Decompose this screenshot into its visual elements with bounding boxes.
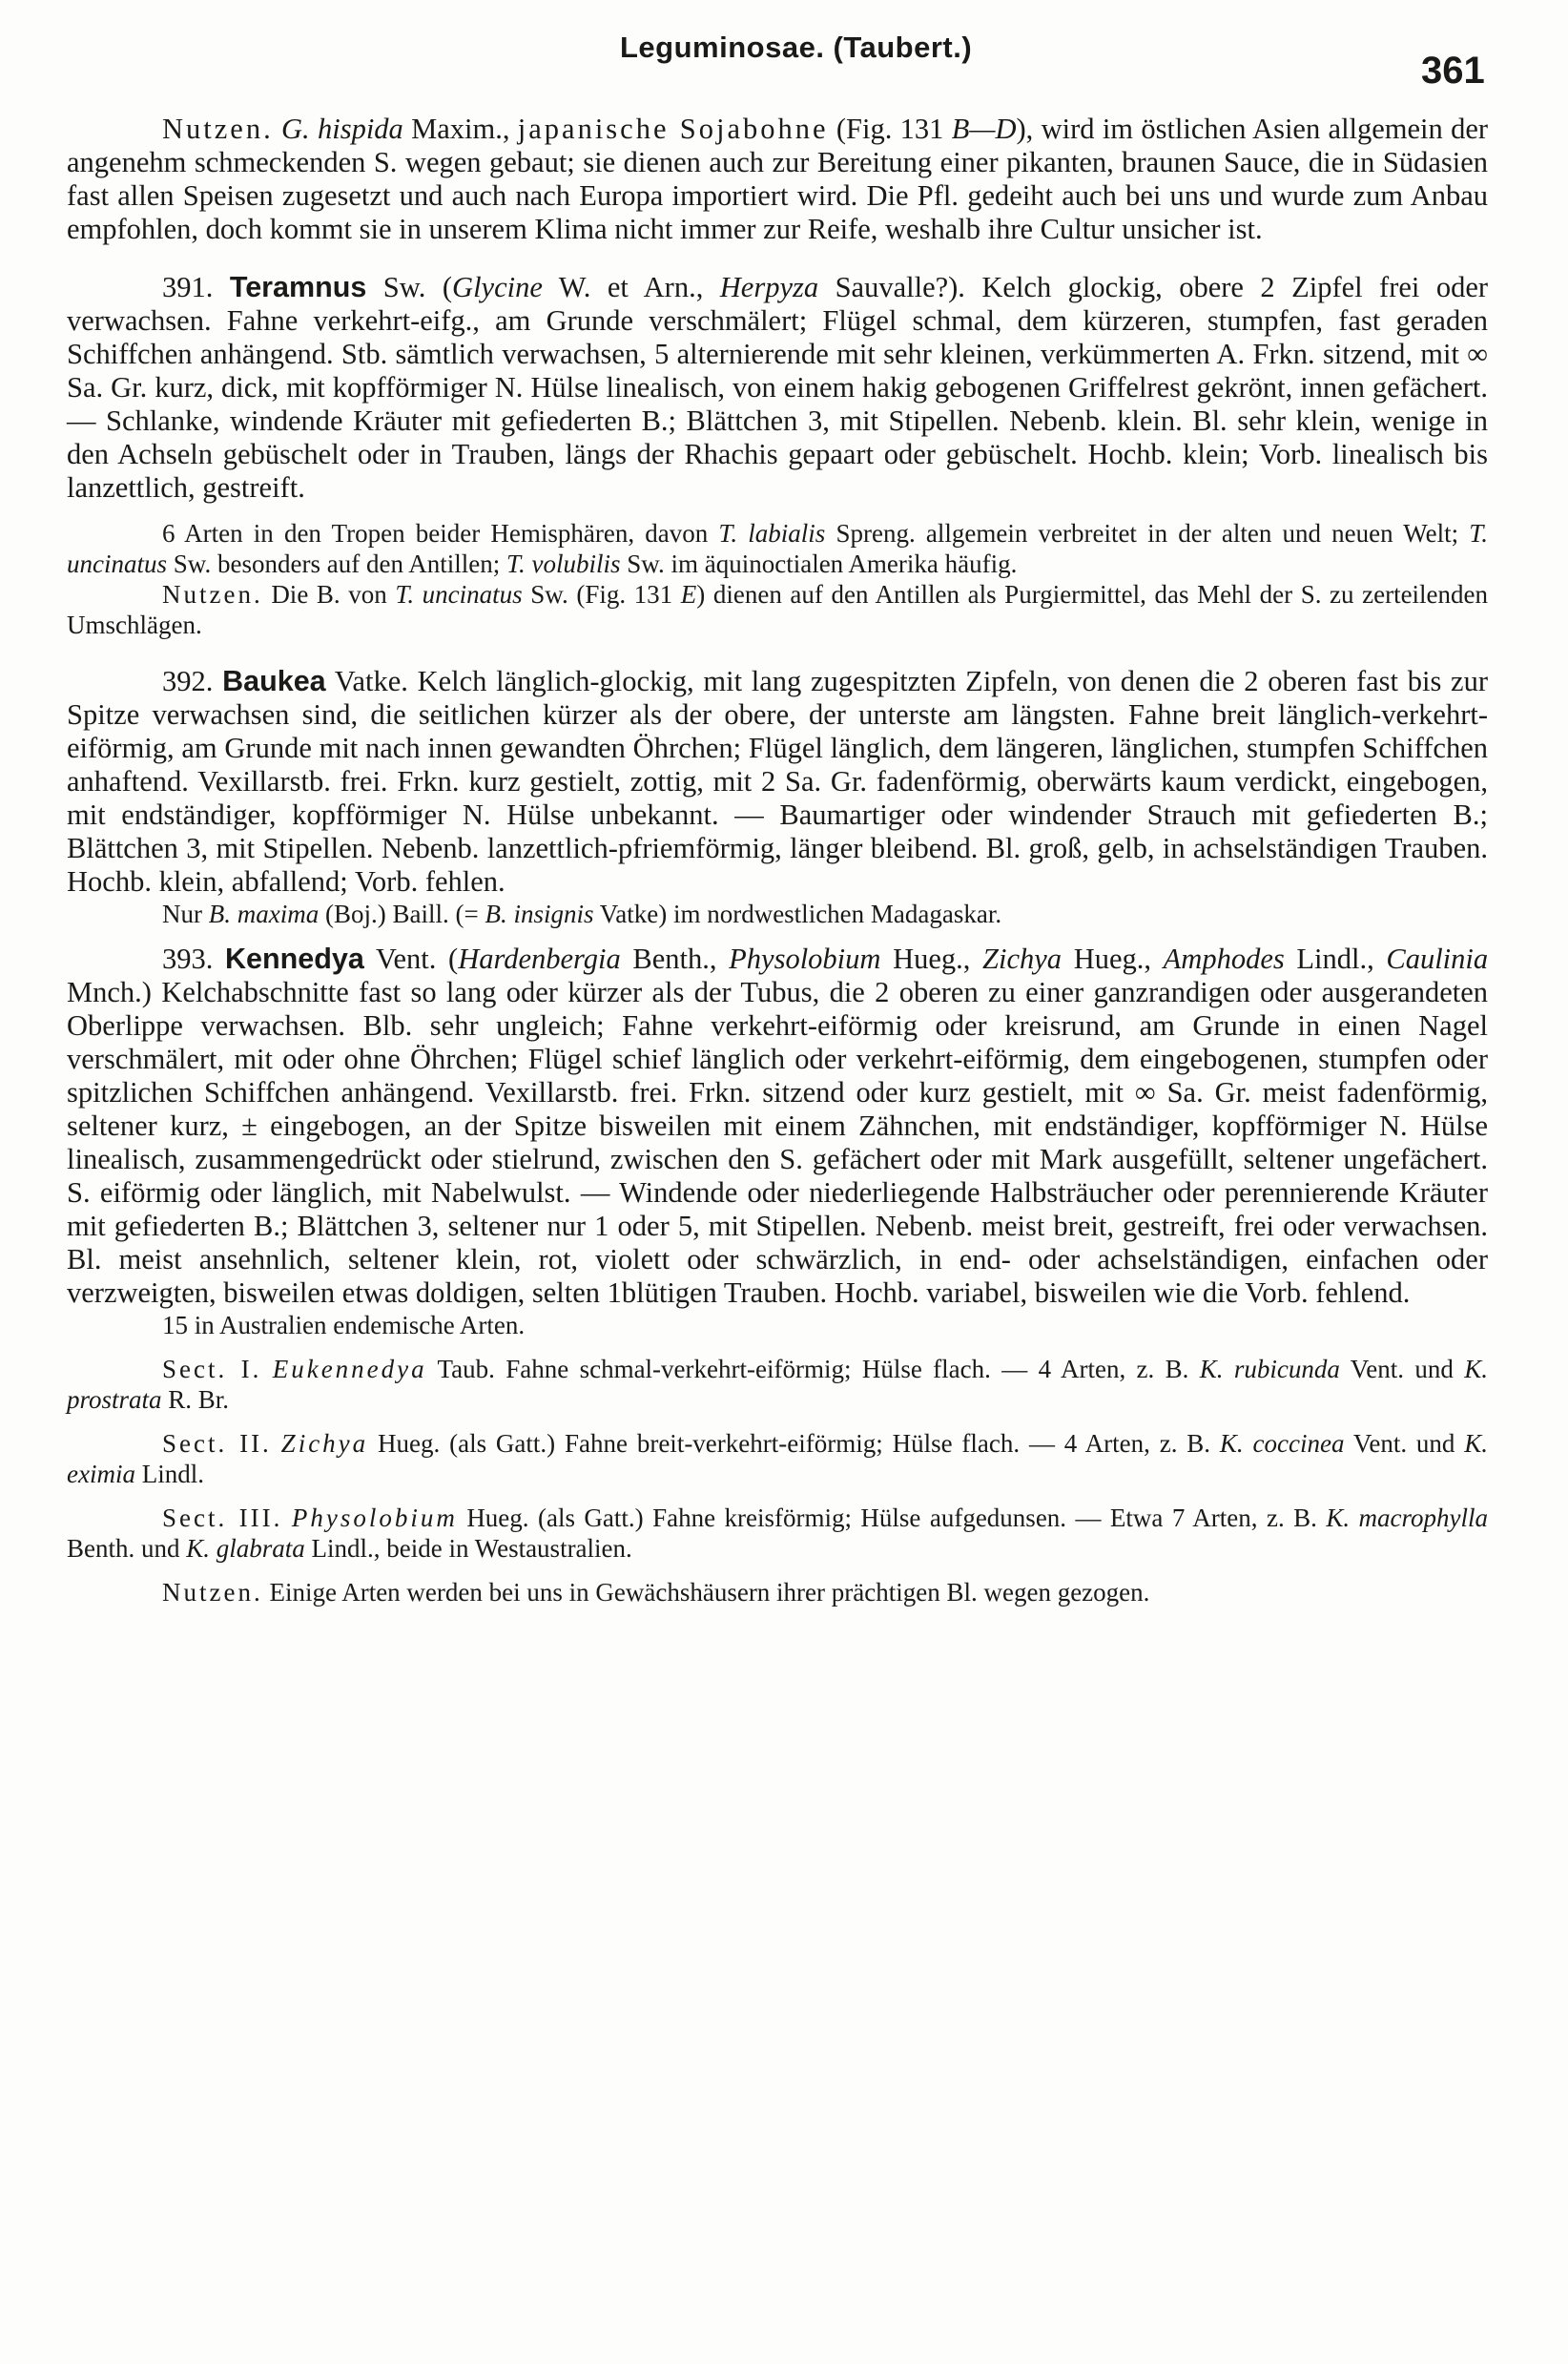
genus-authority: Vatke.: [334, 665, 408, 697]
genus-entry-teramnus: [67, 271, 1488, 505]
synonym-authority: Hueg.,: [1073, 943, 1152, 975]
section-text: Lindl., beide in Westaustralien.: [311, 1534, 632, 1563]
section-zichya: [67, 1428, 1488, 1489]
species-name: B. maxima: [208, 900, 320, 928]
synonym-authority: W. et Arn.,: [558, 271, 704, 303]
synonym-authority: Sauvalle?).: [835, 271, 965, 303]
synonym: Amphodes: [1163, 943, 1285, 975]
use-note-kennedya: [67, 1577, 1488, 1607]
synonym-authority: Mnch.): [67, 976, 152, 1008]
genus-description: Kelch länglich-glockig, mit lang zugespitzten Zipfeln, von denen die 2 oberen fast bis zur Spitze verwachsen sind, die seitlichen kürzer als der obere, der unterste am längsten. Fahne breit länglich-verkehrt-eiförmig, am Grunde mit nach innen gewandten Öhrchen; Flügel länglich, dem längeren, länglichen, stumpfen Schiffchen anhaftend. Vexillarstb. frei. Frkn. kurz gestielt, zottig, mit 2 Sa. Gr. fadenförmig, oberwärts kaum verdickt, eingebogen, mit endständiger, kopfförmiger N. Hülse unbekannt. — Baumartiger oder windender Strauch mit gefiederten B.; Blättchen 3, mit Stipellen. Nebenb. lanzettlich-pfriemförmig, länger bleibend. Bl. groß, gelb, in achselständigen Trauben. Hochb. klein, abfallend; Vorb. fehlen.: [67, 665, 1489, 898]
section-text: Lindl.: [141, 1460, 204, 1488]
genus-number: 393.: [162, 943, 214, 975]
section-name: Eukennedya: [272, 1355, 427, 1383]
use-note-teramnus: [67, 579, 1488, 640]
genus-description: Kelch glockig, obere 2 Zipfel frei oder verwachsen. Fahne verkehrt-eifg., am Grunde verschmälert; Flügel schmal, dem kürzeren, stumpfen, fast geraden Schiffchen anhängend. Stb. sämtlich verwachsen, 5 alternierende mit sehr kleinen, verkümmerten A. Frkn. sitzend, mit ∞ Sa. Gr. kurz, dick, mit kopfförmiger N. Hülse linealisch, von einem hakig gebogenen Griffelrest gekrönt, innen gefächert. — Schlanke, windende Kräuter mit gefiederten B.; Blättchen 3, mit Stipellen. Nebenb. klein. Bl. sehr klein, wenige in den Achseln gebüschelt oder in Trauben, längs der Rhachis gepaart oder gebüschelt. Hochb. klein; Vorb. linealisch bis lanzettlich, gestreift.: [67, 271, 1489, 504]
use-label: Nutzen.: [162, 113, 274, 145]
genus-name: Baukea: [222, 665, 326, 697]
page-number: 361: [1421, 50, 1485, 92]
section-name: Physolobium: [291, 1503, 458, 1532]
figure-ref: Sw. (Fig. 131: [530, 580, 673, 609]
species-name: K. coccinea: [1219, 1429, 1345, 1458]
genus-authority: Vent. (: [375, 943, 459, 975]
genus-name: Kennedya: [225, 943, 364, 975]
note-text: (Boj.) Baill. (=: [324, 900, 479, 928]
species-name: K. glabrata: [186, 1534, 305, 1563]
species-name: T. uncinatus: [395, 580, 523, 609]
genus-entry-baukea: [67, 665, 1488, 899]
note-text: Die B. von: [271, 580, 387, 609]
species-name: B. insignis: [485, 900, 594, 928]
synonym: Zichya: [982, 943, 1063, 975]
note-text: 6 Arten in den Tropen beider Hemisphären, davon: [162, 519, 709, 548]
synonym-authority: Lindl.,: [1296, 943, 1374, 975]
species-count-kennedya: 15 in Australien endemische Arten.: [162, 1311, 526, 1339]
section-label: Sect. III.: [162, 1503, 283, 1532]
section-physolobium: [67, 1503, 1488, 1564]
section-name: Zichya: [280, 1429, 369, 1458]
synonym: Hardenbergia: [458, 943, 621, 975]
figure-ref-letters: E: [680, 580, 697, 609]
section-text: Vent. und: [1352, 1429, 1455, 1458]
species-name: K. macrophylla: [1326, 1503, 1489, 1532]
note-text: Spreng. allgemein verbreitet in der alten und neuen Welt;: [836, 519, 1459, 548]
running-head: Leguminosae. (Taubert.): [620, 31, 973, 64]
species-name: T. volubilis: [505, 550, 621, 578]
synonym: Herpyza: [719, 271, 819, 303]
note-text: Sw. besonders auf den Antillen;: [173, 550, 501, 578]
paragraph-soja-use: [67, 113, 1488, 246]
note-text: Vatke) im nordwestlichen Madagaskar.: [599, 900, 1002, 928]
genus-entry-kennedya: [67, 943, 1488, 1310]
note-text: Einige Arten werden bei uns in Gewächshäusern ihrer prächtigen Bl. wegen gezogen.: [269, 1578, 1150, 1607]
species-name: K. eximia: [67, 1429, 1489, 1488]
authority: Maxim.,: [411, 113, 510, 145]
genus-number: 391.: [162, 271, 214, 303]
species-name: K. prostrata: [67, 1355, 1489, 1414]
species-note-teramnus: [67, 518, 1488, 579]
species-name: T. labialis: [718, 519, 826, 548]
section-text: Taub. Fahne schmal-verkehrt-eiförmig; Hülse flach. — 4 Arten, z. B.: [437, 1355, 1189, 1383]
section-text: Vent. und: [1350, 1355, 1454, 1383]
section-text: Benth. und: [67, 1534, 180, 1563]
synonym: Glycine: [452, 271, 543, 303]
genus-authority: Sw. (: [382, 271, 453, 303]
figure-ref: (Fig. 131: [836, 113, 944, 145]
synonym-authority: Hueg.,: [893, 943, 971, 975]
common-name: japanische Sojabohne: [517, 113, 829, 145]
use-label: Nutzen.: [162, 580, 263, 609]
species-name: T. uncinatus: [67, 519, 1489, 578]
use-label: Nutzen.: [162, 1578, 263, 1607]
note-text: Sw. im äquinoctialen Amerika häufig.: [627, 550, 1018, 578]
section-eukennedya: [67, 1354, 1488, 1415]
note-text: ) dienen auf den Antillen als Purgiermittel, das Mehl der S. zu zerteilenden Umschlägen.: [67, 580, 1489, 639]
genus-name: Teramnus: [229, 271, 367, 303]
page-header: [0, 23, 1568, 99]
section-text: Hueg. (als Gatt.) Fahne breit-verkehrt-eiförmig; Hülse flach. — 4 Arten, z. B.: [378, 1429, 1211, 1458]
section-label: Sect. I.: [162, 1355, 262, 1383]
species-name: G. hispida: [281, 113, 403, 145]
paragraph-text: ), wird im östlichen Asien allgemein der angenehm schmeckenden S. wegen gebaut; sie dienen auch zur Bereitung einer pikanten, braunen Sauce, die in Südasien fast allen Speisen zugesetzt und auch nach Europa importiert wird. Die Pfl. gedeiht auch bei uns und wurde zum Anbau empfohlen, doch kommt sie in unserem Klima nicht immer zur Reife, weshalb ihre Cultur unsicher ist.: [67, 113, 1489, 245]
section-text: R. Br.: [168, 1385, 230, 1414]
species-name: K. rubicunda: [1199, 1355, 1340, 1383]
synonym: Caulinia: [1386, 943, 1489, 975]
section-label: Sect. II.: [162, 1429, 272, 1458]
species-note-baukea: [67, 899, 1488, 929]
figure-ref-letters: B—D: [951, 113, 1017, 145]
synonym-authority: Benth.,: [632, 943, 717, 975]
page-body: [67, 113, 1488, 1607]
genus-description: Kelchabschnitte fast so lang oder kürzer als der Tubus, die 2 oberen zu einer ganzrandigen oder ausgerandeten Oberlippe verwachsen. Blb. sehr ungleich; Fahne verkehrt-eiförmig oder kreisrund, am Grunde in einen Nagel verschmälert, mit oder ohne Öhrchen; Flügel schief länglich oder verkehrt-eiförmig, dem eingebogenen, stumpfen oder spitzlichen Schiffchen anhängend. Vexillarstb. frei. Frkn. sitzend oder kurz gestielt, mit ∞ Sa. Gr. meist fadenförmig, seltener kurz, ± eingebogen, an der Spitze bisweilen mit einem Zähnchen, mit endständiger, kopfförmiger N. Hülse linealisch, zusammengedrückt oder stielrund, zwischen den S. gefächert oder mit Mark ausgefüllt, seltener ungefächert. S. eiförmig oder länglich, mit Nabelwulst. — Windende oder niederliegende Halbsträucher oder perennierende Kräuter mit gefiederten B.; Blättchen 3, seltener nur 1 oder 5, mit Stipellen. Nebenb. meist breit, gestreift, frei oder verwachsen. Bl. meist ansehnlich, seltener klein, rot, violett oder schwärzlich, in end- oder achselständigen, einfachen oder verzweigten, bisweilen etwas doldigen, selten 1blütigen Trauben. Hochb. variabel, bisweilen wie die Vorb. fehlend.: [67, 976, 1489, 1309]
note-text: Nur: [162, 900, 202, 928]
section-text: Hueg. (als Gatt.) Fahne kreisförmig; Hülse aufgedunsen. — Etwa 7 Arten, z. B.: [466, 1503, 1317, 1532]
synonym: Physolobium: [729, 943, 881, 975]
genus-number: 392.: [162, 665, 214, 697]
